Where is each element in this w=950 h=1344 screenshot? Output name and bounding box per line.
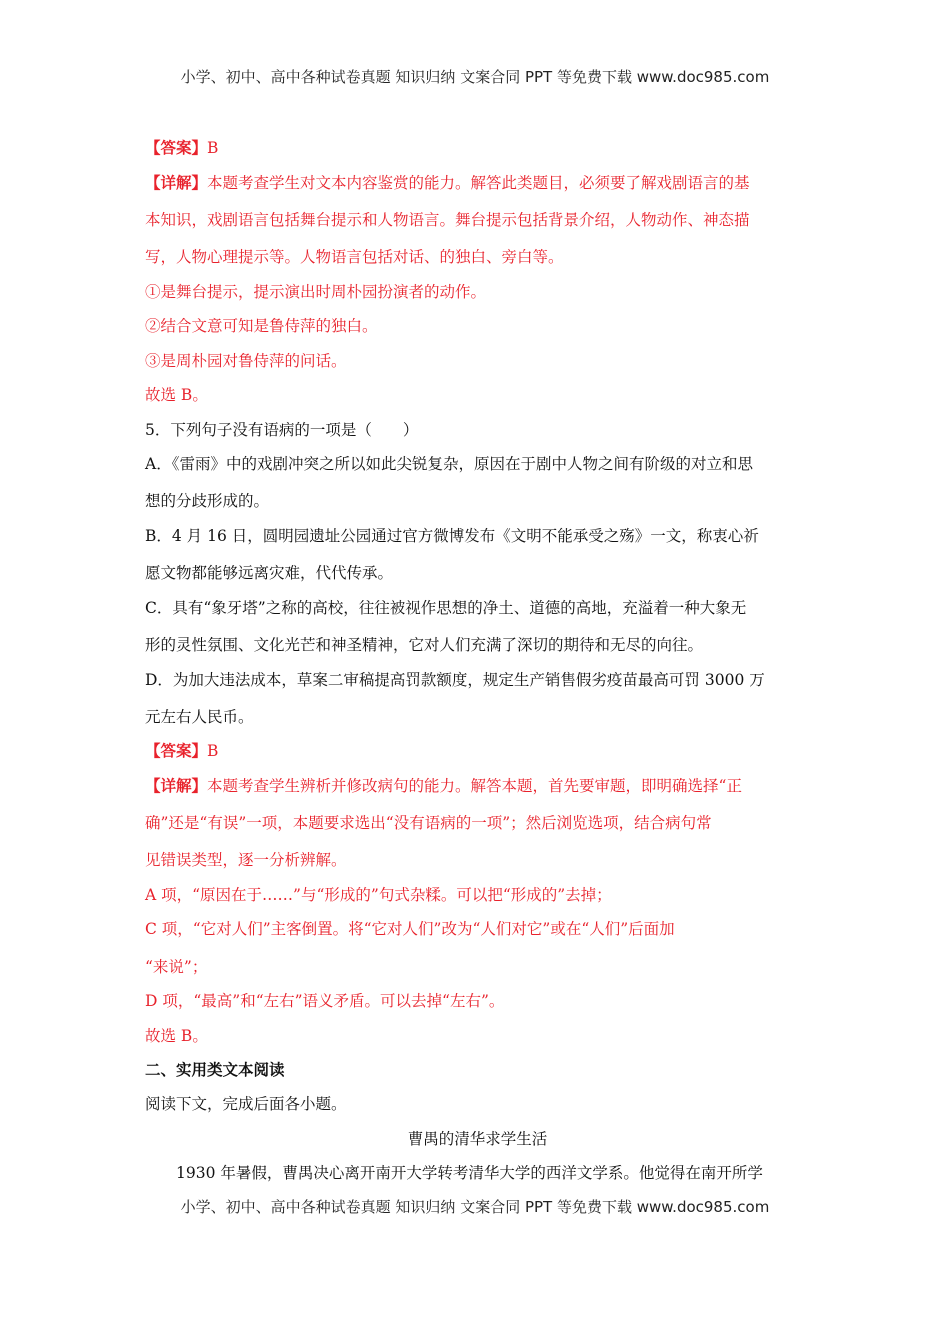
q5-option-a-line-2: 想的分歧形成的。 (145, 492, 270, 510)
article-title: 曹禺的清华求学生活 (407, 1130, 548, 1148)
q5-analysis-c-line-2: “来说”； (145, 958, 208, 976)
q4-point-1: ①是舞台提示，提示演出时周朴园扮演者的动作。 (145, 283, 487, 301)
q4-detail-label: 【详解】 (145, 173, 208, 192)
q4-answer-label: 【答案】 (145, 138, 208, 157)
q5-question: 5．下列句子没有语病的一项是（ ） (145, 421, 419, 439)
q5-option-b-line-1: B．4 月 16 日，圆明园遗址公园通过官方微博发布《文明不能承受之殇》一文，称衷心祈 (145, 527, 759, 545)
q4-detail-line-1: 【详解】本题考查学生对文本内容鉴赏的能力。解答此类题目，必须要了解戏剧语言的基 (145, 173, 750, 192)
q4-detail-line-3: 写，人物心理提示等。人物语言包括对话、的独白、旁白等。 (145, 248, 564, 266)
q5-answer-label: 【答案】 (145, 741, 208, 760)
q5-option-c-line-1: C．具有“象牙塔”之称的高校，往往被视作思想的净土、道德的高地，充溢着一种大象无 (145, 599, 747, 617)
q5-conclusion: 故选 B。 (145, 1027, 208, 1045)
q5-detail-label: 【详解】 (145, 776, 208, 795)
q5-option-d-line-2: 元左右人民币。 (145, 708, 254, 726)
q5-analysis-c-line-1: C 项，“它对人们”主客倒置。将“它对人们”改为“人们对它”或在“人们”后面加 (145, 920, 675, 938)
article-first-line: 1930 年暑假，曹禺决心离开南开大学转考清华大学的西洋文学系。他觉得在南开所学 (176, 1164, 763, 1182)
q4-conclusion: 故选 B。 (145, 386, 208, 404)
q5-option-d-line-1: D．为加大违法成本，草案二审稿提高罚款额度，规定生产销售假劣疫苗最高可罚 3000 万 (145, 671, 765, 689)
page-header-watermark: 小学、初中、高中各种试卷真题 知识归纳 文案合同 PPT 等免费下载 www.doc985.com (180, 68, 770, 86)
q5-detail-line-3: 见错误类型，逐一分析辨解。 (145, 851, 347, 869)
q5-analysis-d: D 项，“最高”和“左右”语义矛盾。可以去掉“左右”。 (145, 992, 505, 1010)
q4-detail-line-2: 本知识，戏剧语言包括舞台提示和人物语言。舞台提示包括背景介绍，人物动作、神态描 (145, 211, 750, 229)
q5-analysis-a: A 项，“原因在于……”与“形成的”句式杂糅。可以把“形成的”去掉； (145, 886, 612, 904)
section-2-heading: 二、实用类文本阅读 (145, 1061, 285, 1079)
q5-option-b-line-2: 愿文物都能够远离灾难，代代传承。 (145, 564, 394, 582)
q5-option-a-line-1: A．《雷雨》中的戏剧冲突之所以如此尖锐复杂，原因在于剧中人物之间有阶级的对立和思 (145, 455, 753, 473)
q5-detail-line-2: 确”还是“有误”一项，本题要求选出“没有语病的一项”；然后浏览选项，结合病句常 (145, 814, 712, 832)
q5-option-c-line-2: 形的灵性氛围、文化光芒和神圣精神，它对人们充满了深切的期待和无尽的向往。 (145, 636, 704, 654)
q5-detail-line-1: 【详解】本题考查学生辨析并修改病句的能力。解答本题，首先要审题，即明确选择“正 (145, 776, 742, 795)
q4-answer-value: B (207, 139, 219, 157)
q4-point-3: ③是周朴园对鲁侍萍的问话。 (145, 352, 347, 370)
q5-answer-value: B (207, 742, 219, 760)
q5-answer (145, 741, 218, 761)
section-2-instruction: 阅读下文，完成后面各小题。 (145, 1095, 347, 1113)
q4-answer (145, 138, 218, 158)
page-footer-watermark: 小学、初中、高中各种试卷真题 知识归纳 文案合同 PPT 等免费下载 www.doc985.com (180, 1198, 770, 1216)
q4-point-2: ②结合文意可知是鲁侍萍的独白。 (145, 317, 378, 335)
